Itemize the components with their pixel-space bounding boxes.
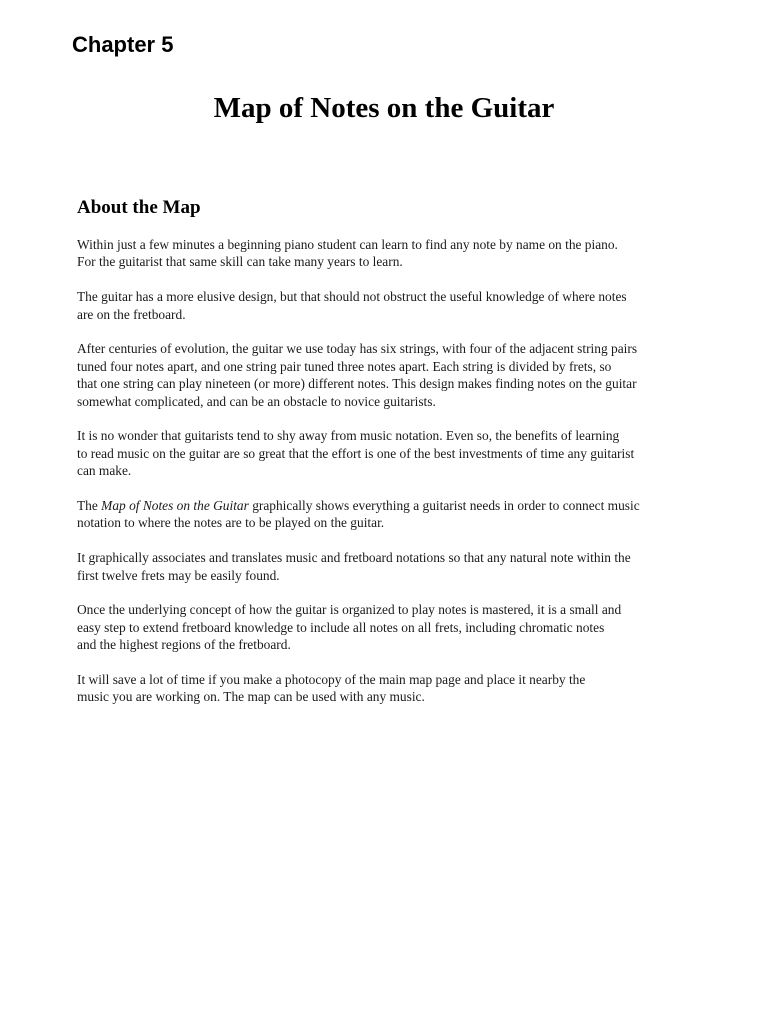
text-line: tuned four notes apart, and one string pair tuned three notes apart. Each string is divided by frets, so: [77, 358, 612, 374]
text-line: to read music on the guitar are so great that the effort is one of the best investments of time any guitarist: [77, 445, 635, 461]
text-line: It graphically associates and translates music and fretboard notations so that any natural note within the: [77, 550, 631, 566]
paragraph: [77, 236, 717, 271]
text-line: For the guitarist that same skill can take many years to learn.: [77, 254, 403, 270]
text-line: The Map of Notes on the Guitar graphically shows everything a guitarist needs in order to connect music: [77, 498, 640, 514]
paragraph: [77, 671, 717, 706]
text-line: notation to where the notes are to be played on the guitar.: [77, 515, 385, 531]
paragraph: [77, 427, 717, 479]
section-heading: About the Map: [77, 197, 201, 218]
text-line: Within just a few minutes a beginning piano student can learn to find any note by name on the piano.: [77, 237, 618, 252]
text-line: can make.: [77, 463, 132, 479]
paragraph: [77, 549, 717, 584]
text-line: and the highest regions of the fretboard.: [77, 637, 291, 653]
text-line: are on the fretboard.: [77, 306, 186, 322]
text-line: music you are working on. The map can be used with any music.: [77, 689, 425, 705]
book-title-emphasis: Map of Notes on the Guitar: [101, 498, 249, 514]
body-text: [77, 236, 717, 723]
chapter-label: Chapter 5: [72, 32, 174, 57]
text-line: that one string can play nineteen (or more) different notes. This design makes finding notes on the guitar: [77, 376, 637, 392]
paragraph: [77, 288, 717, 323]
text-line: somewhat complicated, and can be an obstacle to novice guitarists.: [77, 393, 436, 409]
text-line: first twelve frets may be easily found.: [77, 567, 280, 583]
page-title: Map of Notes on the Guitar: [213, 92, 555, 124]
text-line: The guitar has a more elusive design, but that should not obstruct the useful knowledge of where notes: [77, 289, 627, 305]
text-line: It will save a lot of time if you make a photocopy of the main map page and place it nearby the: [77, 672, 586, 688]
text-line: It is no wonder that guitarists tend to shy away from music notation. Even so, the benefits of learning: [77, 428, 620, 444]
text-line: Once the underlying concept of how the guitar is organized to play notes is mastered, it is a small and: [77, 602, 622, 618]
paragraph: [77, 497, 717, 532]
text-line: easy step to extend fretboard knowledge to include all notes on all frets, including chromatic notes: [77, 619, 605, 635]
paragraph: [77, 340, 717, 410]
text-line: After centuries of evolution, the guitar we use today has six strings, with four of the adjacent string pairs: [77, 341, 638, 357]
paragraph: [77, 601, 717, 653]
